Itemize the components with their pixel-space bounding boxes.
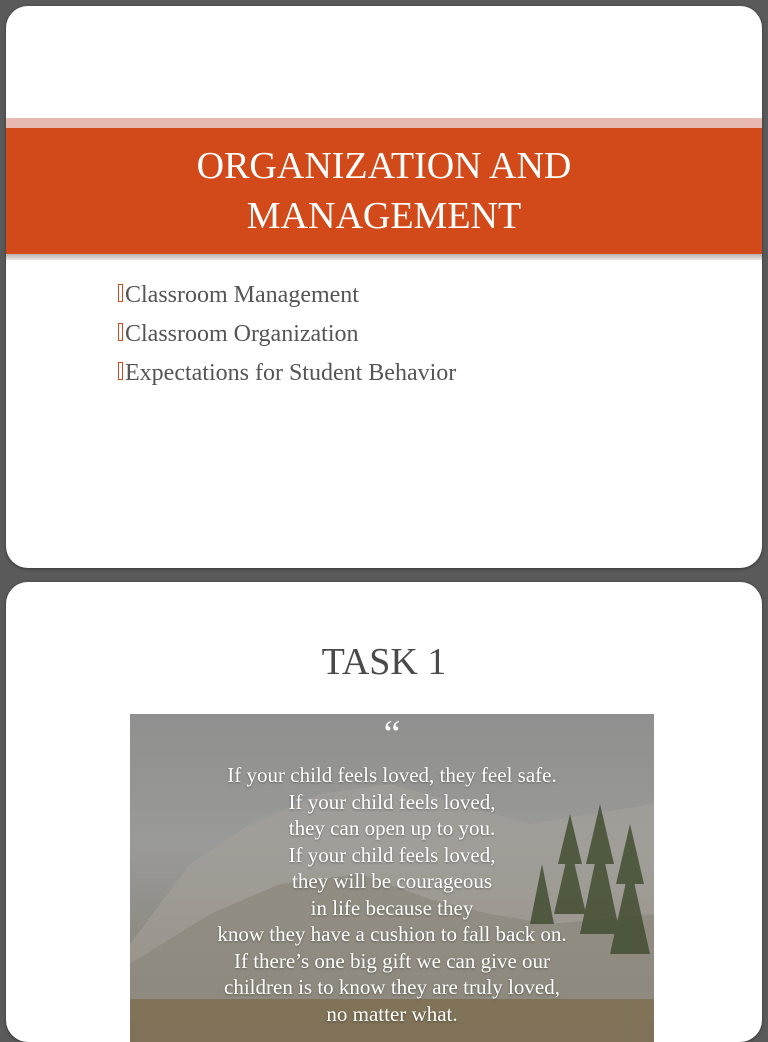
bullet-marker-icon: [118, 362, 123, 380]
slide-title: TASK 1: [321, 641, 447, 683]
bullet-text: Expectations for Student Behavior: [125, 360, 457, 386]
slide-organization-management: [6, 6, 762, 568]
slide-task-1: [6, 582, 762, 1042]
quote-image: [130, 714, 654, 1042]
bullet-text: Classroom Management: [125, 282, 359, 308]
bullet-text: Classroom Organization: [125, 321, 359, 347]
quote-line: If your child feels loved, they feel safe.: [227, 763, 557, 787]
bullet-marker-icon: [118, 284, 123, 302]
title-band-highlight: [6, 118, 762, 128]
quote-line: they will be courageous: [291, 869, 493, 893]
quote-mark: “: [383, 714, 401, 755]
quote-line: If your child feels loved,: [288, 789, 496, 814]
title-band: [6, 128, 762, 254]
quote-line: If your child feels loved,: [288, 842, 496, 867]
slide-title: [197, 141, 572, 241]
slide-title-line-1: ORGANIZATION AND: [196, 145, 572, 187]
quote-line: no matter what.: [326, 1001, 458, 1026]
title-band-shadow: [6, 254, 762, 260]
bullet-marker-icon: [118, 323, 123, 341]
quote-line: they can open up to you.: [288, 816, 496, 840]
bullet-item: [118, 315, 456, 354]
bullet-item: [118, 276, 456, 315]
quote-line: children is to know they are truly loved,: [224, 975, 560, 999]
bullet-list: [118, 276, 456, 393]
quote-line: know they have a cushion to fall back on.: [217, 922, 567, 946]
bullet-item: [118, 354, 456, 393]
quote-text: [130, 762, 654, 1027]
slide-title-line-2: MANAGEMENT: [246, 195, 522, 237]
quote-line: in life because they: [310, 895, 474, 920]
quote-line: If there’s one big gift we can give our: [233, 948, 551, 973]
